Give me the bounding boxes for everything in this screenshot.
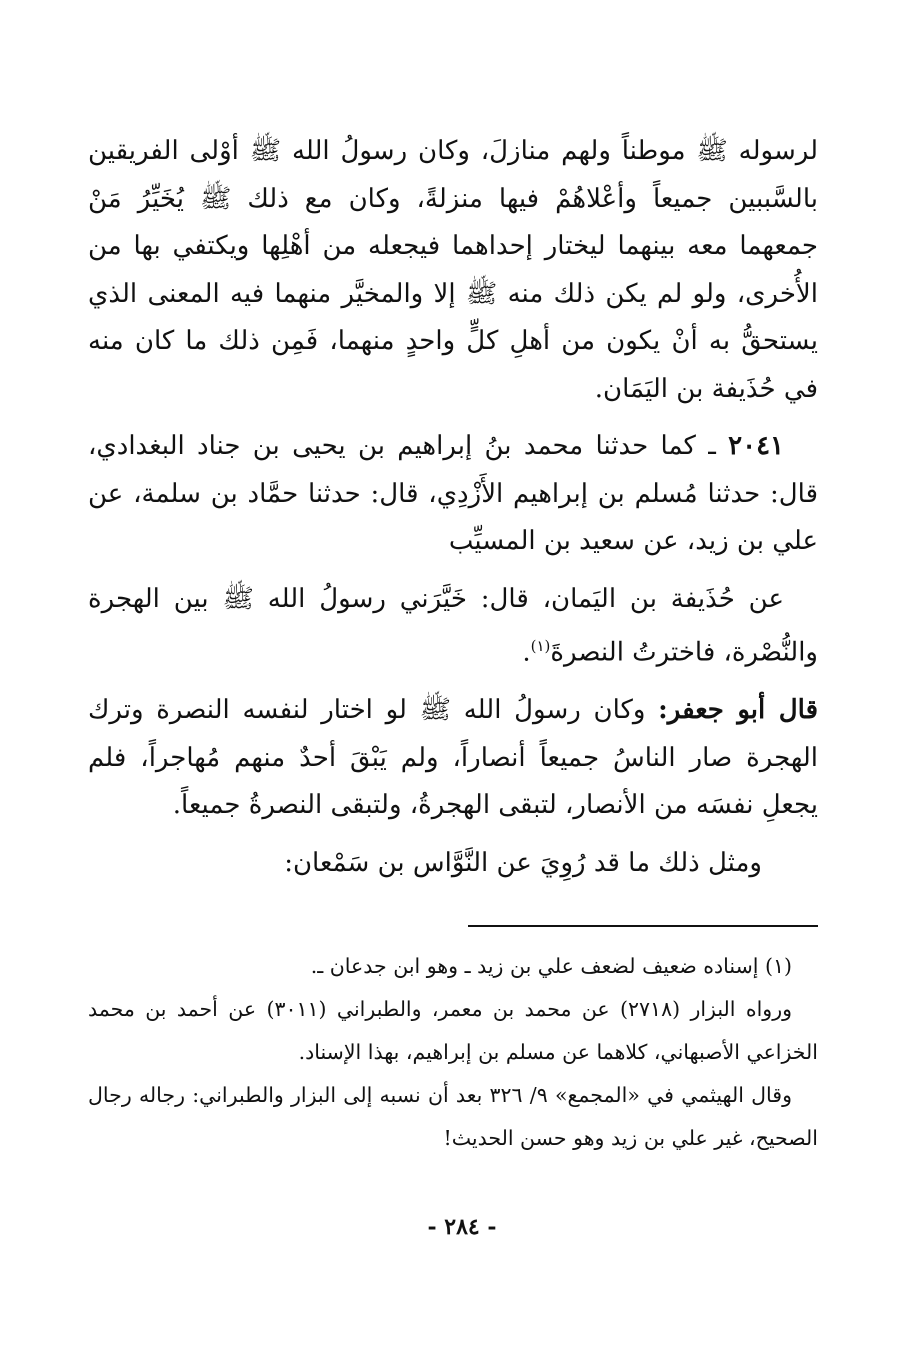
- hadith-number: ٢٠٤١: [728, 431, 784, 461]
- footnote-reference[interactable]: (١): [530, 637, 551, 655]
- speaker-label: قال أبو جعفر:: [658, 695, 818, 726]
- book-page: [88, 128, 818, 1228]
- body-paragraph: لرسوله ﷺ موطناً ولهم منازلَ، وكان رسولُ الله ﷺ أوْلى الفريقين بالسَّببين جميعاً وأعْلاهُمْ فيها منزلةً، وكان مع ذلك ﷺ يُخَيِّرُ مَنْ جمعهما معه بينهما ليختار إحداهما فيجعله من أهْلِها ويكتفي بها من الأُخرى، ولو لم يكن ذلك منه ﷺ إلا والمخيَّر منهما فيه المعنى الذي يستحقُّ به أنْ يكون من أهلِ كلٍّ واحدٍ منهما، فَمِن ذلك ما كان منه في حُذَيفة بن اليَمَان.: [88, 136, 818, 404]
- footnotes-section: [88, 945, 818, 1160]
- commentary-text: وكان رسولُ الله ﷺ لو اختار لنفسه النصرة وترك الهجرة صار الناسُ جميعاً أنصاراً، ولم يَبْقَ أحدٌ منهم مُهاجراً، فلم يجعلِ نفسَه من الأنصار، لتبقى الهجرةُ، ولتبقى النصرةُ جميعاً.: [88, 695, 818, 821]
- hadith-isnad-paragraph: [88, 423, 818, 566]
- footnote-line: (١) إسناده ضعيف لضعف علي بن زيد ـ وهو ابن جدعان ـ.: [310, 954, 792, 979]
- footnote-line: وقال الهيثمي في «المجمع» ٩/ ٣٢٦ بعد أن نسبه إلى البزار والطبراني: رجاله رجال الصحيح، غير علي بن زيد وهو حسن الحديث!: [88, 1083, 818, 1151]
- commentary-paragraph: [88, 687, 818, 830]
- isnad-text: ـ كما حدثنا محمد بنُ إبراهيم بن يحيى بن جناد البغدادي، قال: حدثنا مُسلم بن إبراهيم الأَزْدِي، قال: حدثنا حمَّاد بن سلمة، عن علي بن زيد، عن سعيد بن المسيِّب: [88, 431, 818, 556]
- page-number: - ٢٨٤ -: [427, 1214, 497, 1240]
- matn-end: .: [522, 637, 531, 668]
- footnote-divider: [468, 925, 818, 927]
- matn-text: عن حُذَيفة بن اليَمان، قال: خَيَّرَني رسولُ الله ﷺ بين الهجرة والنُّصْرة، فاخترتُ النصرةَ: [88, 583, 818, 668]
- transition-paragraph: ومثل ذلك ما قد رُوِيَ عن النَّوَّاس بن سَمْعان:: [284, 847, 762, 878]
- footnote-line: ورواه البزار (٢٧١٨) عن محمد بن معمر، والطبراني (٣٠١١) عن أحمد بن محمد الخزاعي الأصبهاني، كلاهما عن مسلم بن إبراهيم، بهذا الإسناد.: [88, 997, 818, 1065]
- hadith-matn-paragraph: [88, 576, 818, 678]
